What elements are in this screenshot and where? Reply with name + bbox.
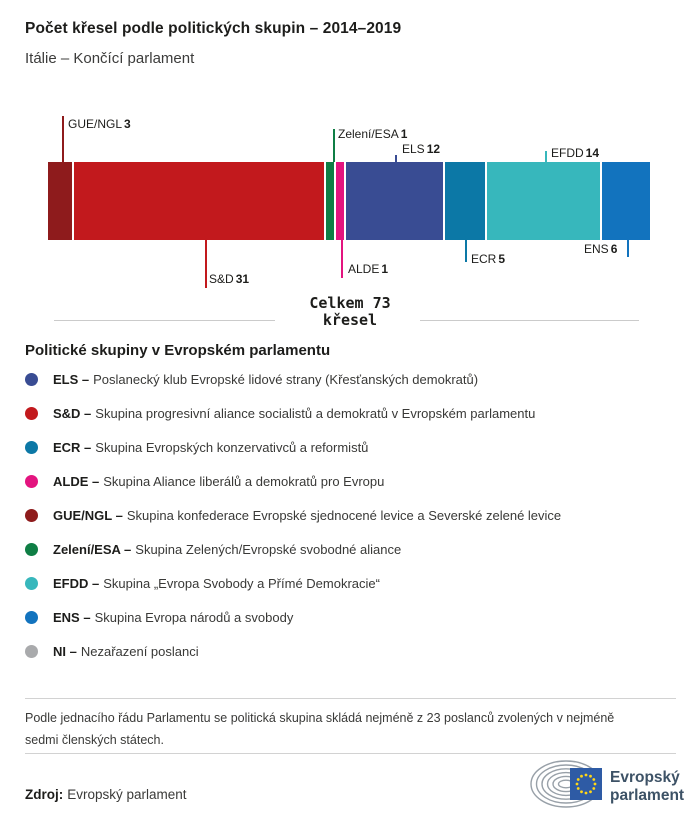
- bar-segment-els: [346, 162, 443, 240]
- svg-text:parlament: parlament: [610, 787, 685, 804]
- group-seats: 1: [400, 127, 408, 141]
- legend-abbr: NI –: [53, 644, 77, 659]
- leader-line: [395, 155, 397, 162]
- group-seats: 3: [124, 117, 131, 131]
- page-subtitle: Itálie – Končící parlament: [25, 50, 195, 67]
- group-name: ENS: [584, 242, 609, 256]
- seats-bar: [48, 162, 650, 240]
- legend-item-alde: [25, 471, 685, 493]
- page-title: Počet křesel podle politických skupin – 2014–2019: [25, 20, 402, 37]
- legend-dot-icon: [25, 645, 38, 658]
- leader-line: [205, 240, 207, 288]
- source-value: Evropský parlament: [67, 787, 187, 802]
- legend-item-sd: [25, 403, 685, 425]
- legend-dot-icon: [25, 373, 38, 386]
- legend-dot-icon: [25, 509, 38, 522]
- group-name: ELS: [402, 142, 425, 156]
- legend-abbr: S&D –: [53, 406, 92, 421]
- legend-abbr: ENS –: [53, 610, 91, 625]
- footnote-text: Podle jednacího řádu Parlamentu se politická skupina skládá nejméně z 23 poslanců zvolených v nejméně sedmi členských státech.: [25, 711, 615, 747]
- group-name: Zelení/ESA: [338, 127, 399, 141]
- leader-line: [465, 240, 467, 262]
- bar-segment-efdd: [487, 162, 600, 240]
- legend-abbr: Zelení/ESA –: [53, 542, 132, 557]
- seats-chart: [0, 110, 700, 295]
- legend-desc: Skupina Aliance liberálů a demokratů pro Evropu: [103, 474, 385, 489]
- bar-segment-zeleni-esa: [326, 162, 334, 240]
- legend-dot-icon: [25, 441, 38, 454]
- group-seats: 1: [381, 262, 389, 276]
- total-seats-line2: křesel: [322, 311, 378, 329]
- bar-segment-gue-ngl: [48, 162, 72, 240]
- legend-item-efdd: [25, 573, 685, 595]
- legend-dot-icon: [25, 543, 38, 556]
- callout-label: [68, 117, 131, 131]
- group-seats: 14: [585, 146, 600, 160]
- legend-item-els: [25, 369, 685, 391]
- callout-label: [348, 262, 388, 276]
- legend-abbr: ECR –: [53, 440, 92, 455]
- leader-line: [341, 240, 343, 278]
- legend-abbr: EFDD –: [53, 576, 100, 591]
- legend-desc: Skupina Zelených/Evropské svobodné aliance: [135, 542, 402, 557]
- callout-label: [338, 127, 407, 141]
- legend-abbr: ELS –: [53, 372, 90, 387]
- group-seats: 5: [498, 252, 506, 266]
- ep-logo: [528, 757, 686, 818]
- source-label: Zdroj:: [25, 787, 64, 802]
- ep-logo-graphic: [528, 757, 686, 813]
- legend-dot-icon: [25, 577, 38, 590]
- legend-item-ecr: [25, 437, 685, 459]
- legend-abbr: GUE/NGL –: [53, 508, 123, 523]
- legend-heading: Politické skupiny v Evropském parlamentu: [25, 342, 331, 359]
- legend-item-gue-ngl: [25, 505, 685, 527]
- bar-segment-alde: [336, 162, 344, 240]
- legend-desc: Skupina „Evropa Svobody a Přímé Demokracie“: [103, 576, 380, 591]
- group-name: GUE/NGL: [68, 117, 123, 131]
- source-divider: [25, 753, 676, 754]
- leader-line: [333, 129, 335, 162]
- footnote-divider: [25, 698, 676, 699]
- source-line: [25, 787, 187, 802]
- total-divider-right: [420, 320, 639, 321]
- legend-desc: Poslanecký klub Evropské lidové strany (Křesťanských demokratů): [93, 372, 479, 387]
- callout-label: [402, 142, 440, 156]
- group-name: ECR: [471, 252, 497, 266]
- total-seats-line1: Celkem 73: [309, 294, 391, 312]
- leader-line: [545, 151, 547, 162]
- total-divider-left: [54, 320, 275, 321]
- callout-label: [584, 242, 617, 256]
- leader-line: [627, 240, 629, 257]
- legend-desc: Skupina Evropských konzervativců a reformistů: [95, 440, 369, 455]
- callout-label: [551, 146, 599, 160]
- group-seats: 6: [610, 242, 618, 256]
- legend-dot-icon: [25, 407, 38, 420]
- bar-segment-sd: [74, 162, 324, 240]
- total-seats-label: [0, 295, 700, 341]
- legend-desc: Skupina konfederace Evropské sjednocené levice a Severské zelené levice: [126, 508, 562, 523]
- legend-desc: Skupina progresivní aliance socialistů a demokratů v Evropském parlamentu: [95, 406, 536, 421]
- svg-text:Evropský: Evropský: [610, 769, 680, 786]
- eu-flag-icon: [570, 768, 602, 800]
- legend-item-zeleni-esa: [25, 539, 685, 561]
- legend-dot-icon: [25, 475, 38, 488]
- bar-segment-ens: [602, 162, 650, 240]
- bar-segment-ecr: [445, 162, 485, 240]
- legend: [25, 369, 685, 675]
- legend-item-ens: [25, 607, 685, 629]
- legend-item-ni: [25, 641, 685, 663]
- group-name: S&D: [209, 272, 234, 286]
- callout-label: [471, 252, 505, 266]
- legend-desc: Nezařazení poslanci: [80, 644, 199, 659]
- group-seats: 12: [426, 142, 441, 156]
- leader-line: [62, 116, 64, 162]
- group-name: EFDD: [551, 146, 584, 160]
- group-name: ALDE: [348, 262, 380, 276]
- legend-abbr: ALDE –: [53, 474, 100, 489]
- legend-dot-icon: [25, 611, 38, 624]
- group-seats: 31: [235, 272, 250, 286]
- callout-label: [209, 272, 249, 286]
- legend-desc: Skupina Evropa národů a svobody: [94, 610, 294, 625]
- ep-logo-text: [610, 769, 684, 804]
